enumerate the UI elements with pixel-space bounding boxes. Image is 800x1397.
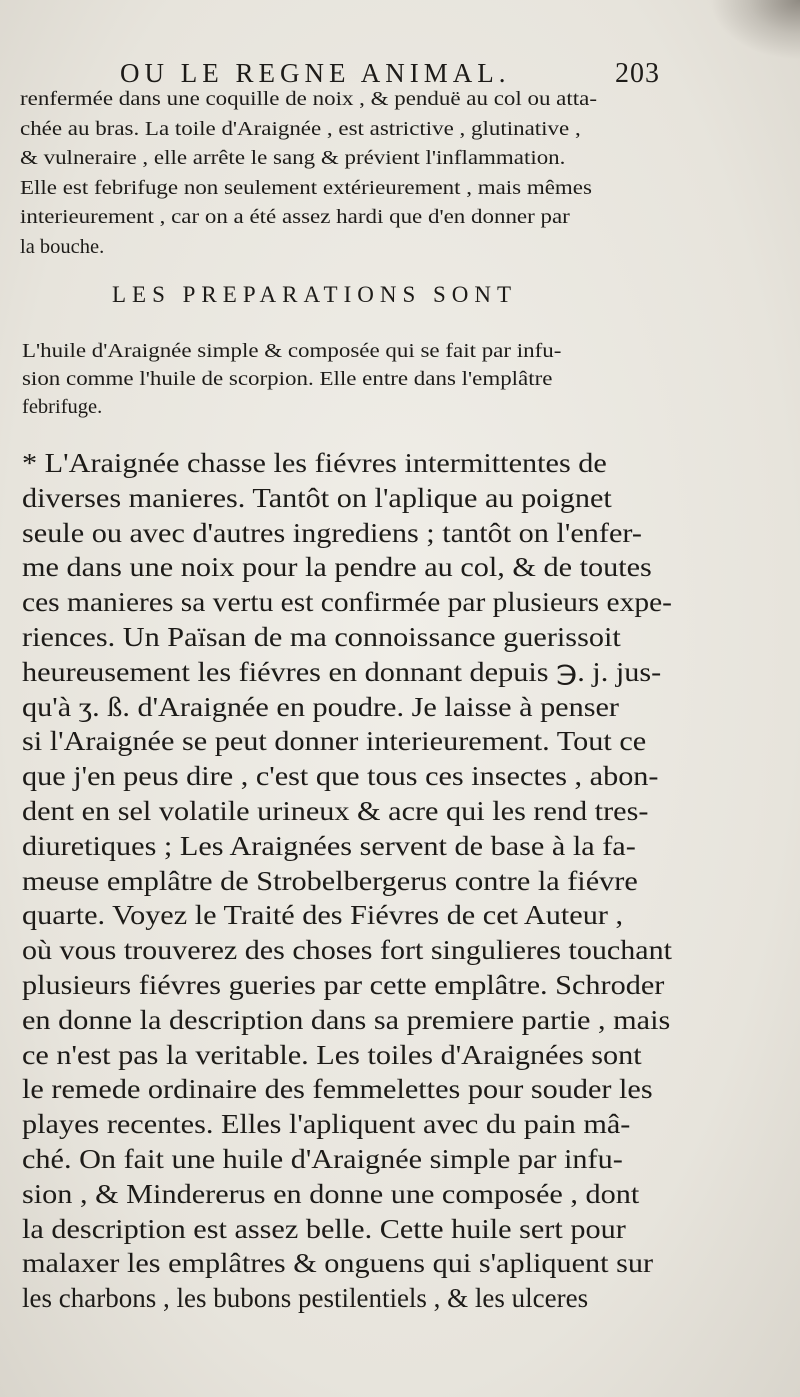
text-line: que j'en peus dire , c'est que tous ces insectes , abon- <box>22 761 659 792</box>
text-line: les charbons , les bubons pestilentiels , & les ulceres <box>22 1283 589 1314</box>
text-line: interieurement , car on a été assez hardi que d'en donner par <box>20 206 570 228</box>
page-number: 203 <box>615 58 660 89</box>
text-line: qu'à ʒ. ß. d'Araignée en poudre. Je laisse à penser <box>22 691 619 722</box>
text-line: * L'Araignée chasse les fiévres intermittentes de <box>22 448 607 478</box>
text-line: le remede ordinaire des femmelettes pour souder les <box>22 1074 653 1105</box>
text-line: seule ou avec d'autres ingrediens ; tantôt on l'enfer- <box>22 517 642 548</box>
text-line: ces manieres sa vertu est confirmée par plusieurs expe- <box>22 587 672 618</box>
text-line: quarte. Voyez le Traité des Fiévres de cet Auteur , <box>22 900 624 931</box>
text-line: sion comme l'huile de scorpion. Elle entre dans l'emplâtre <box>22 368 553 390</box>
text-line: ce n'est pas la veritable. Les toiles d'Araignées sont <box>22 1039 642 1070</box>
text-line: plusieurs fiévres gueries par cette emplâtre. Schroder <box>22 970 665 1000</box>
text-line: heureusement les fiévres en donnant depuis ℈. j. jus- <box>22 656 662 687</box>
text-line: si l'Araignée se peut donner interieurement. Tout ce <box>22 726 647 757</box>
text-line: me dans une noix pour la pendre au col, & de toutes <box>22 552 652 583</box>
text-line: playes recentes. Elles l'apliquent avec du pain mâ- <box>22 1109 631 1140</box>
text-line: en donne la description dans sa premiere partie , mais <box>22 1004 671 1035</box>
text-line: L'huile d'Araignée simple & composée qui se fait par infu- <box>22 340 562 362</box>
text-line: riences. Un Païsan de ma connoissance guerissoit <box>22 622 621 652</box>
text-line: meuse emplâtre de Strobelbergerus contre la fiévre <box>22 865 638 896</box>
text-line: & vulneraire , elle arrête le sang & prévient l'inflammation. <box>20 147 566 169</box>
text-line: sion , & Mindererus en donne une composée , dont <box>22 1178 640 1209</box>
text-line: diverses manieres. Tantôt on l'aplique au poignet <box>22 482 612 513</box>
text-line: chée au bras. La toile d'Araignée , est astrictive , glutinative , <box>20 117 581 140</box>
text-line: la description est assez belle. Cette huile sert pour <box>22 1213 626 1244</box>
text-line: renfermée dans une coquille de noix , & penduë au col ou atta- <box>20 88 597 110</box>
text-line: ché. On fait une huile d'Araignée simple par infu- <box>22 1144 623 1174</box>
text-line: Elle est febrifuge non seulement extérieurement , mais mêmes <box>20 176 592 199</box>
page-corner-shadow <box>710 0 800 60</box>
text-line: malaxer les emplâtres & onguens qui s'apliquent sur <box>22 1248 654 1279</box>
text-line: dent en sel volatile urineux & acre qui les rend tres- <box>22 796 649 826</box>
text-line: febrifuge. <box>22 396 103 418</box>
text-line: la bouche. <box>20 235 105 258</box>
text-line: diuretiques ; Les Araignées servent de base à la fa- <box>22 830 636 861</box>
section-heading: LES PREPARATIONS SONT <box>112 282 518 307</box>
text-line: où vous trouverez des choses fort singulieres touchant <box>22 935 672 966</box>
running-title: OU LE REGNE ANIMAL. <box>120 58 511 88</box>
